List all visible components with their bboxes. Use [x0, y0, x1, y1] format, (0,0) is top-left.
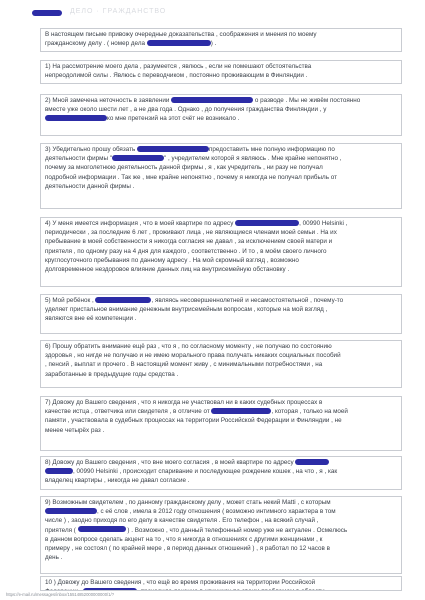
text-line: подробной информации . Так же , мне крайне непонятно , почему я никогда не получал прибыль от: [45, 173, 338, 181]
text-line: долговременное нездоровое влияние данных лиц на внутрисемейную обстановку .: [45, 266, 290, 274]
text-line: круглосуточного пребывания по данному адресу . На мой скромный взгляд , возможно: [45, 256, 299, 264]
paragraph-9: [40, 496, 402, 574]
paragraph-10: [40, 576, 402, 591]
text-line: 6) Прошу обратить внимание ещё раз , что я , по согласному моменту , не получаю по состоянию: [45, 343, 332, 350]
redaction-bar: [83, 588, 137, 591]
text-line: качестве истца , ответчика или свидетеля , в отличие от , которая , только на моей: [45, 408, 348, 416]
text-line: заработанные в предыдущие годы средства .: [45, 370, 179, 378]
text-line: примеру , не состоял ( по крайней мере , в период данных отношений ) , я работал по 12 часов в: [45, 545, 330, 553]
redaction-bar: [78, 526, 126, 532]
text-line: владелец квартиры , никогда не давал согласие .: [45, 477, 190, 485]
redaction-bar: [95, 297, 151, 303]
text-line: 5) Мой ребёнок , , являясь несовершеннолетней и несамостоятельной , почему-то: [45, 297, 344, 304]
redaction-bar: [45, 115, 107, 121]
text-line: 3) Убедительно прошу обязать предоставить мне полную информацию по: [45, 146, 335, 153]
text-line: менее четырёх раз .: [45, 426, 105, 434]
text-line: , 00990 Helsinki , происходит спаривание и последующее рождение кошек , на что , я , как: [45, 467, 397, 476]
redaction-bar: [32, 10, 62, 16]
print-footer-url: https://e-mail.ru/messages/inbox/15514852000000000/1/?: [6, 592, 115, 597]
text-line: 1) На рассмотрение моего дела , разумеется , явлюсь , если не помешают обстоятельства: [45, 63, 312, 70]
text-line: памяти , участвовала в судебных процессах на территории Российской Федерации и Финляндии , не: [45, 417, 342, 425]
text-line: , пенсий , выплат и прочего . В настоящий момент живу , с минимальными потребностями , на: [45, 361, 323, 369]
paragraph-6: [40, 340, 402, 388]
intro-paragraph: [40, 28, 402, 52]
redaction-bar: [112, 155, 164, 161]
paragraph-8: [40, 456, 402, 490]
text-line: деятельности данной фирмы .: [45, 182, 135, 190]
text-line: [45, 587, 397, 591]
text-line: периодически , за последние 6 лет , проживают лица , не являющиеся членами моей семьи . На их: [45, 229, 337, 237]
text-line: пребывание в моей собственности я никогда согласия не давал , за исключением своей матери и: [45, 238, 333, 246]
text-line: 4) У меня имеется информация , что в моей квартире по адресу , 00990 Helsinki ,: [45, 220, 348, 227]
paragraph-1: [40, 60, 402, 84]
text-line: почему за многолетнюю деятельность данной фирмы , я , как учредитель , ни разу не получал: [45, 164, 323, 172]
text-line: В настоящем письме привожу очередные доказательства , соображения и мнения по моему: [45, 31, 317, 38]
redaction-bar: [211, 408, 271, 414]
text-line: 7) Довожу до Вашего сведения , что я никогда не участвовал ни в каких судебных процессах в: [45, 399, 323, 406]
text-line: здоровья , но нигде не получаю и не имею морального права получать никаких социальных пособий: [45, 352, 341, 360]
paragraph-4: [40, 217, 402, 287]
text-line: в данном вопросе сделать акцент на то , что я никогда в отношениях с другими женщинами , к: [45, 535, 323, 543]
redaction-bar: [171, 97, 253, 103]
paragraph-5: [40, 294, 402, 334]
text-line: , с её слов , имела в 2012 году отношения ( возможно интимного характера в том: [45, 507, 397, 516]
redaction-bar: [295, 459, 329, 465]
text-line: вместе уже около шести лет , а не два года . Однако , до получения гражданства Финляндии , у: [45, 106, 327, 114]
text-line: день .: [45, 554, 63, 562]
text-line: гражданскому делу . ( номер дела ) .: [45, 40, 217, 48]
text-line: уделяет пристальное внимание денежным внутрисемейным вопросам , которые на мой взгляд ,: [45, 306, 328, 314]
text-line: 8) Довожу до Вашего сведения , что вне моего согласия , в моей квартире по адресу: [45, 458, 397, 467]
text-line: деятельности фирмы " " , учредителем которой я являюсь . Мне крайне непонятно ,: [45, 155, 342, 163]
text-line: 9) Возможным свидетелем , по данному гражданскому делу , может стать некий Matti , с которым: [45, 499, 331, 506]
text-line: 10 ) Довожу до Вашего сведения , что ещё во время проживания на территории Российской: [45, 579, 316, 586]
text-line: приятеля , по одному разу на 4 дня для каждого , соответственно . И то , в моём своего личного: [45, 247, 327, 255]
redaction-bar: [45, 468, 73, 474]
paragraph-3: [40, 143, 402, 209]
redaction-bar: [45, 508, 97, 514]
text-line: приятеля ( ) . Возможно , что данный телефонный номер уже не актуален . Осмелюсь: [45, 526, 348, 534]
redaction-bar: [147, 40, 211, 46]
paragraph-7: [40, 396, 402, 451]
text-line: непреодолимой силы . Явлюсь с переводчиком , постоянно проживающим в Финляндии .: [45, 72, 308, 80]
text-line: числе ) , заодно приходя по его делу в качестве свидетеля . Его телефон , на всякий случай ,: [45, 517, 319, 525]
redaction-bar: [137, 146, 209, 152]
text-line: ко мне претензий на этот счёт не возникало .: [45, 114, 397, 123]
header-faint-text: ДЕЛО · ГРАЖДАНСТВО: [70, 8, 167, 15]
text-line: 2) Мной замечена неточность в заявлении о разводе . Мы не живём постоянно: [45, 97, 361, 104]
redaction-bar: [235, 220, 299, 226]
text-line: являются вне её компетенции .: [45, 315, 137, 323]
paragraph-2: [40, 94, 402, 136]
